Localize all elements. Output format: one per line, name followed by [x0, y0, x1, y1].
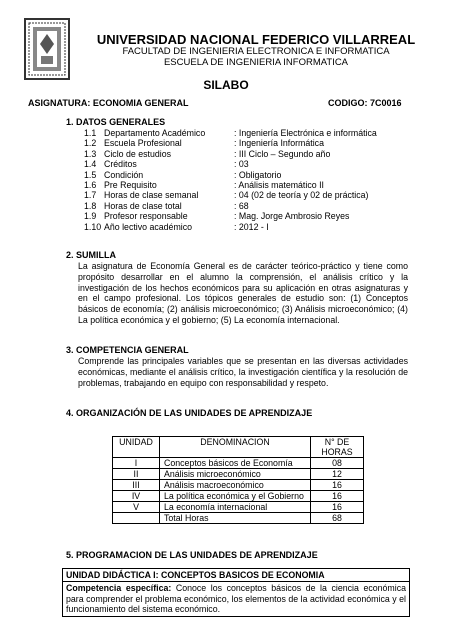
table-row — [113, 480, 364, 491]
general-data-label: Condición — [104, 169, 144, 180]
general-data-num: 1.2 — [84, 138, 97, 149]
cell-denominacion: Análisis macroeconómico — [160, 480, 311, 491]
general-data-list — [84, 128, 424, 232]
general-data-num: 1.3 — [84, 148, 97, 159]
general-data-row — [84, 170, 424, 180]
general-data-row — [84, 190, 424, 200]
general-data-value: : 03 — [234, 159, 249, 170]
general-data-label: Departamento Académico — [104, 128, 206, 138]
cell-unidad: V — [113, 502, 160, 513]
section-organizacion-heading: 4. ORGANIZACIÓN DE LAS UNIDADES DE APRENDIZAJE — [66, 408, 313, 418]
general-data-label: Escuela Profesional — [104, 138, 182, 149]
unit-one-competence — [63, 582, 409, 616]
units-table — [112, 436, 364, 524]
units-table-header — [113, 437, 364, 458]
general-data-row — [84, 138, 424, 148]
document-title: SILABO — [203, 78, 249, 92]
general-data-row — [84, 211, 424, 221]
cell-total-value: 68 — [311, 513, 364, 524]
general-data-row — [84, 128, 424, 138]
section-sumilla-heading: 2. SUMILLA — [66, 250, 117, 260]
general-data-value: : Obligatorio — [234, 169, 282, 180]
table-row — [113, 469, 364, 480]
general-data-row — [84, 159, 424, 169]
cell-horas: 16 — [311, 491, 364, 502]
competence-text: Conoce los conceptos básicos de la ciencia económica para comprender el problema económico, los elementos de la actividad económica y el funcionamiento del sistema económico. — [66, 583, 406, 615]
cell-unidad: IV — [113, 491, 160, 502]
general-data-row — [84, 149, 424, 159]
faculty-name: FACULTAD DE INGENIERIA ELECTRONICA E INFORMATICA — [122, 46, 390, 57]
section-competencia-heading: 3. COMPETENCIA GENERAL — [66, 345, 189, 355]
general-data-num: 1.8 — [84, 200, 97, 211]
general-data-num: 1.7 — [84, 190, 97, 201]
general-data-num: 1.10 — [84, 221, 102, 232]
col-denominacion-header: DENOMINACION — [160, 437, 311, 458]
table-total-row — [113, 513, 364, 524]
general-data-label: Horas de clase semanal — [104, 190, 199, 201]
general-data-value: : Análisis matemático II — [234, 180, 324, 191]
general-data-label: Ciclo de estudios — [104, 148, 171, 159]
cell-unidad: II — [113, 469, 160, 480]
cell-horas: 12 — [311, 469, 364, 480]
subject-label: ASIGNATURA: ECONOMIA GENERAL — [28, 98, 189, 108]
general-data-label: Horas de clase total — [104, 200, 182, 211]
university-name: UNIVERSIDAD NACIONAL FEDERICO VILLARREAL — [96, 32, 416, 47]
table-row — [113, 491, 364, 502]
competence-label: Competencia específica: — [66, 583, 172, 593]
unit-one-box — [62, 568, 410, 617]
general-data-num: 1.9 — [84, 211, 97, 222]
cell-unidad: I — [113, 458, 160, 469]
school-name: ESCUELA DE INGENIERIA INFORMATICA — [163, 57, 349, 68]
competencia-text: Comprende las principales variables que se presentan en las diversas actividades económicas, mediante el análisis crítico, la investigación científica y la resolución de problemas, trabajando en equipo con responsabilidad y respeto. — [78, 356, 408, 388]
general-data-num: 1.6 — [84, 180, 97, 191]
cell-denominacion: Conceptos básicos de Economía — [160, 458, 311, 469]
col-unidad-header: UNIDAD — [113, 437, 160, 458]
general-data-value: : 2012 - I — [234, 221, 269, 232]
general-data-row — [84, 201, 424, 211]
general-data-value: : Ingeniería Electrónica e informática — [234, 128, 377, 138]
unit-one-title: UNIDAD DIDÁCTICA I: CONCEPTOS BASICOS DE ECONOMIA — [63, 569, 409, 582]
table-row — [113, 502, 364, 513]
cell-unidad: III — [113, 480, 160, 491]
university-seal-logo — [24, 18, 70, 80]
general-data-num: 1.4 — [84, 159, 97, 170]
section-general-data-heading: 1. DATOS GENERALES — [66, 117, 166, 127]
table-row — [113, 458, 364, 469]
cell-denominacion: La política económica y el Gobierno — [160, 491, 311, 502]
cell-denominacion: Análisis microeconómico — [160, 469, 311, 480]
col-horas-header: N° DE HORAS — [311, 437, 364, 458]
general-data-num: 1.1 — [84, 128, 97, 138]
section-programacion-heading: 5. PROGRAMACION DE LAS UNIDADES DE APRENDIZAJE — [66, 550, 318, 560]
cell-horas: 08 — [311, 458, 364, 469]
general-data-value: : Ingeniería Informática — [234, 138, 324, 149]
cell-horas: 16 — [311, 480, 364, 491]
general-data-row — [84, 180, 424, 190]
general-data-row — [84, 222, 424, 232]
general-data-label: Pre Requisito — [104, 180, 157, 191]
general-data-label: Créditos — [104, 159, 137, 170]
cell-denominacion: La economía internacional — [160, 502, 311, 513]
sumilla-text: La asignatura de Economía General es de carácter teórico-práctico y tiene como propósito desarrollar en el alumno la comprensión, el análisis crítico y la investigación de los hechos económicos para su aplicación en otras asignaturas y en el campo profesional. Los tópicos generales de estudio son: (1) Conceptos básicos de economía; (2) análisis microeconómico; (3) Análisis microeconómico; (4) La política económica y el gobierno; (5) La economía internacional. — [78, 261, 408, 325]
cell-horas: 16 — [311, 502, 364, 513]
general-data-value: : Mag. Jorge Ambrosio Reyes — [234, 211, 350, 222]
cell-empty — [113, 513, 160, 524]
course-code: CODIGO: 7C0016 — [328, 98, 402, 108]
cell-total-label: Total Horas — [160, 513, 311, 524]
general-data-num: 1.5 — [84, 169, 97, 180]
general-data-label: Año lectivo académico — [104, 221, 193, 232]
general-data-value: : 04 (02 de teoría y 02 de práctica) — [234, 190, 369, 201]
general-data-value: : III Ciclo – Segundo año — [234, 148, 331, 159]
general-data-value: : 68 — [234, 200, 249, 211]
general-data-label: Profesor responsable — [104, 211, 188, 222]
